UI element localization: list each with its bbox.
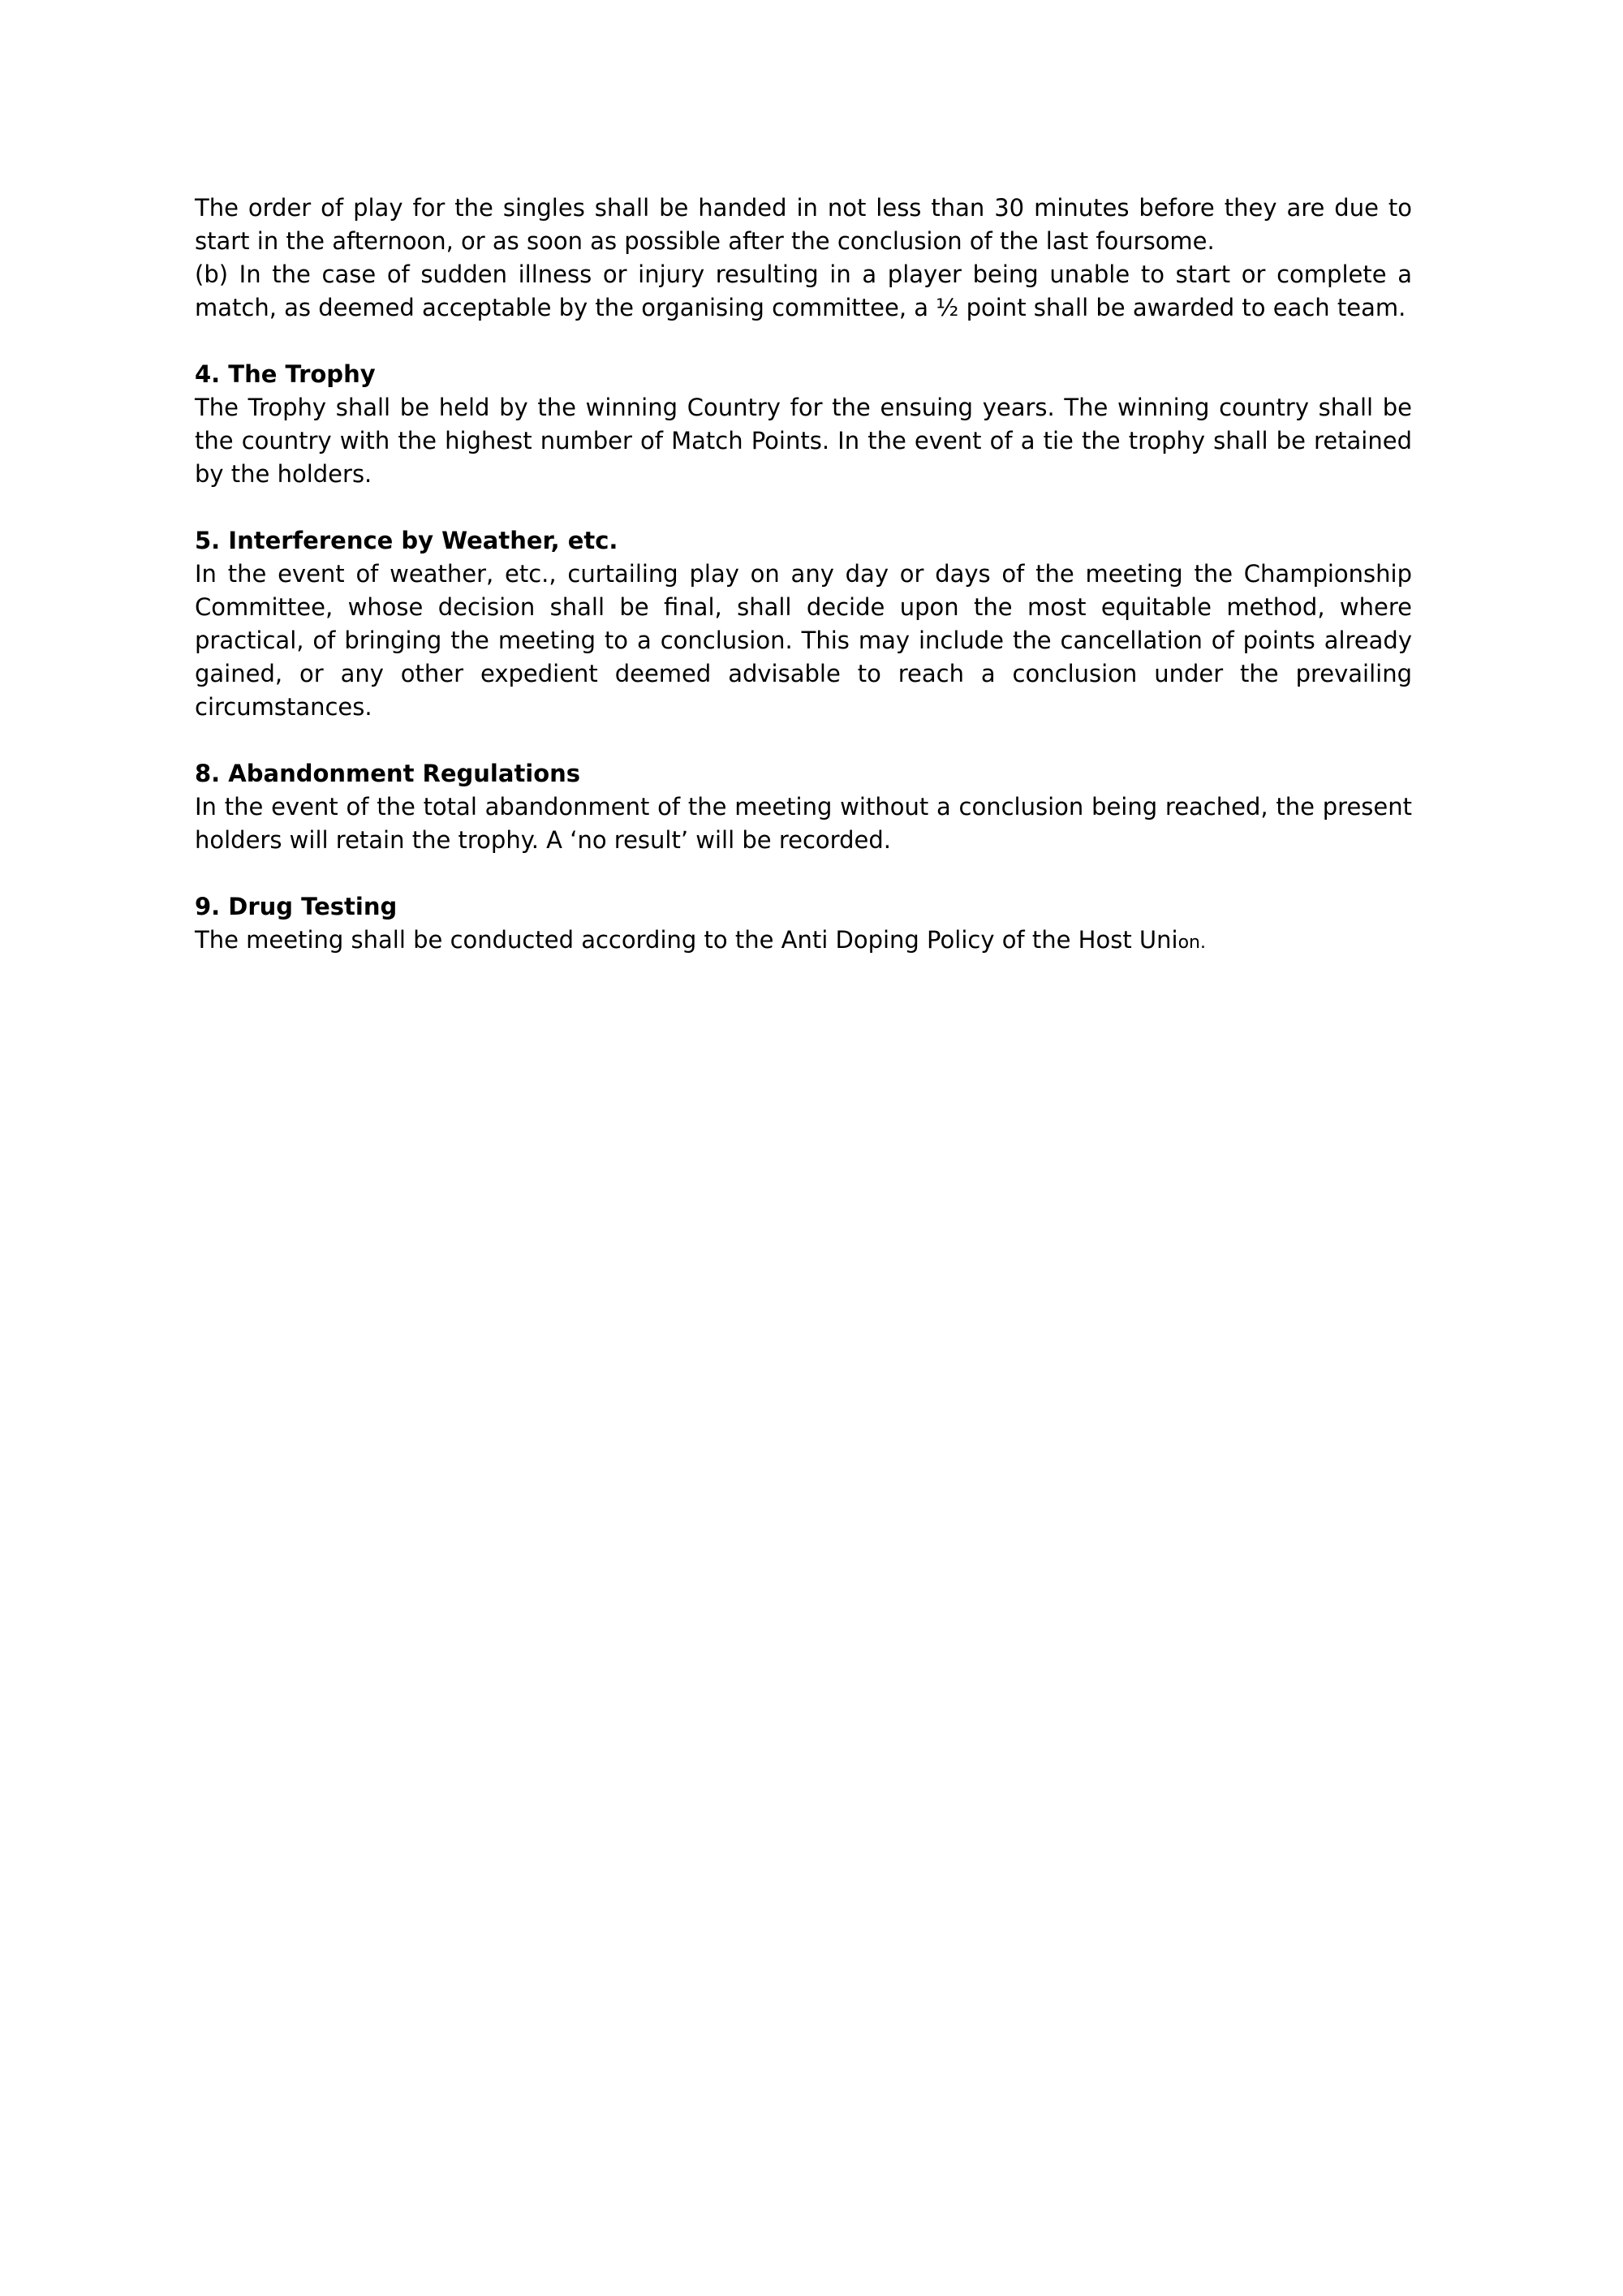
drug-testing-body-small-tail: on.	[1177, 933, 1206, 953]
section-heading-the-trophy: 4. The Trophy	[195, 360, 376, 388]
section-body-interference-by-weather: In the event of weather, etc., curtailing play on any day or days of the meeting the Championship Committee, whose decision shall be final, shall decide upon the most equitable method, where practical, of bringing the meeting to a conclusion. This may include the cancellation of points already gained, or any other expedient deemed advisable to reach a conclusion under the prevailing circumstances.	[195, 560, 1412, 721]
section-drug-testing	[195, 890, 1412, 959]
section-the-trophy	[195, 358, 1412, 491]
section-body-drug-testing	[195, 924, 1412, 959]
section-body-the-trophy: The Trophy shall be held by the winning Country for the ensuing years. The winning country shall be the country with the highest number of Match Points. In the event of a tie the trophy shall be retained by the holders.	[195, 394, 1412, 488]
section-heading-interference-by-weather: 5. Interference by Weather, etc.	[195, 527, 618, 554]
document-content	[195, 192, 1412, 959]
intro-paragraph-1: The order of play for the singles shall be handed in not less than 30 minutes before they are due to start in the afternoon, or as soon as possible after the conclusion of the last foursome.	[195, 194, 1412, 255]
drug-testing-body-text: The meeting shall be conducted according to the Anti Doping Policy of the Host Uni	[195, 926, 1178, 954]
section-heading-abandonment-regulations: 8. Abandonment Regulations	[195, 760, 581, 787]
section-abandonment-regulations	[195, 757, 1412, 857]
section-body-abandonment-regulations: In the event of the total abandonment of the meeting without a conclusion being reached, the present holders will retain the trophy. A ‘no result’ will be recorded.	[195, 793, 1412, 854]
section-interference-by-weather	[195, 524, 1412, 724]
section-heading-drug-testing: 9. Drug Testing	[195, 893, 398, 920]
intro-paragraph-2: (b) In the case of sudden illness or injury resulting in a player being unable to start or complete a match, as deemed acceptable by the organising committee, a ½ point shall be awarded to each team.	[195, 261, 1412, 321]
